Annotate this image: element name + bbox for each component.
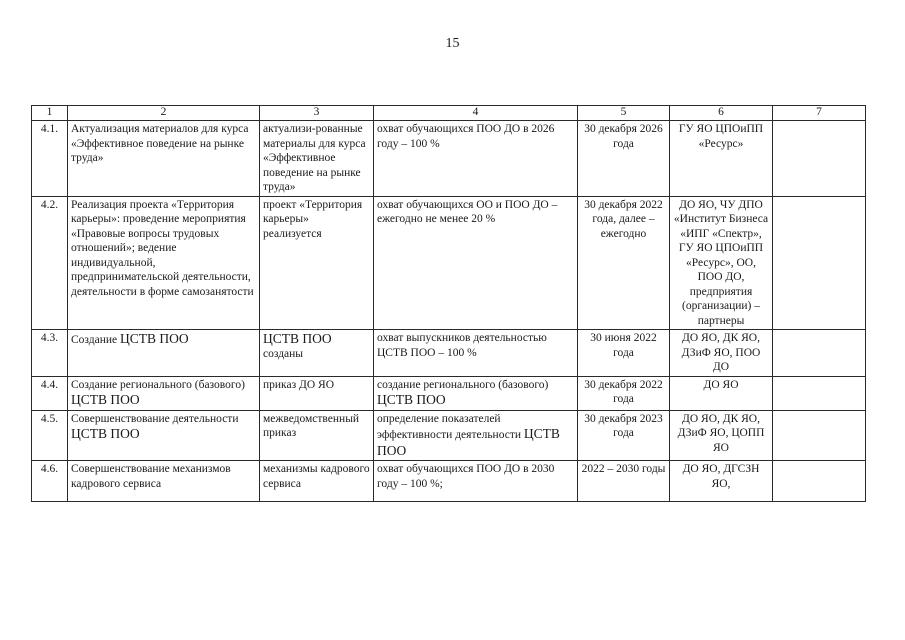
result-cell: проект «Территория карьеры» реализуется [260,196,374,330]
event-cell [68,410,260,461]
indicator-cell: охват обучающихся ОО и ПОО ДО – ежегодно не менее 20 % [374,196,578,330]
indicator-cell [374,410,578,461]
header-col-6: 6 [670,106,773,121]
deadline-cell: 2022 – 2030 годы [578,461,670,502]
result-cell [260,330,374,377]
result-cell: механизмы кадрового сервиса [260,461,374,502]
event-cell [68,376,260,410]
row-number: 4.4. [32,376,68,410]
indicator-cell: охват обучающихся ПОО ДО в 2030 году – 100 %; [374,461,578,502]
event-text: Совершенствование деятельности [71,412,239,425]
indicator-cell: охват обучающихся ПОО ДО в 2026 году – 100 % [374,121,578,197]
result-cell: межведомственный приказ [260,410,374,461]
event-abbreviation: ЦСТВ ПОО [71,426,140,441]
header-col-1: 1 [32,106,68,121]
note-cell [773,196,866,330]
table-row [32,121,866,197]
table-row [32,410,866,461]
header-col-4: 4 [374,106,578,121]
result-cell: приказ ДО ЯО [260,376,374,410]
row-number: 4.6. [32,461,68,502]
note-cell [773,410,866,461]
indicator-abbreviation: ЦСТВ ПОО [377,426,560,458]
row-number: 4.3. [32,330,68,377]
event-cell [68,330,260,377]
table-row [32,196,866,330]
deadline-cell: 30 июня 2022 года [578,330,670,377]
event-abbreviation: ЦСТВ ПОО [120,331,189,346]
indicator-abbreviation: ЦСТВ ПОО [377,392,446,407]
deadline-cell: 30 декабря 2023 года [578,410,670,461]
table-row [32,330,866,377]
executor-cell: ДО ЯО, ДГСЗН ЯО, [670,461,773,502]
deadline-cell: 30 декабря 2022 года, далее – ежегодно [578,196,670,330]
deadline-cell: 30 декабря 2026 года [578,121,670,197]
executor-cell: ДО ЯО [670,376,773,410]
event-text: Создание регионального (базового) [71,378,245,391]
executor-cell: ДО ЯО, ЧУ ДПО «Институт Бизнеса «ИПГ «Спектр», ГУ ЯО ЦПОиПП «Ресурс», ОО, ПОО ДО, предприятия (организации) – партнеры [670,196,773,330]
plan-table [31,105,866,502]
indicator-cell: охват выпускников деятельностью ЦСТВ ПОО – 100 % [374,330,578,377]
result-text: созданы [263,348,304,360]
page-number: 15 [445,36,460,51]
table-row [32,461,866,502]
indicator-text: определение показателей эффективности деятельности [377,412,524,441]
note-cell [773,376,866,410]
row-number: 4.5. [32,410,68,461]
header-col-7: 7 [773,106,866,121]
event-abbreviation: ЦСТВ ПОО [71,392,140,407]
deadline-cell: 30 декабря 2022 года [578,376,670,410]
note-cell [773,461,866,502]
header-col-2: 2 [68,106,260,121]
indicator-text: создание регионального (базового) [377,378,549,391]
event-cell: Реализация проекта «Территория карьеры»: проведение мероприятия «Правовые вопросы трудовых отношений»; ведение индивидуальной, предпринимательской деятельности, деятельности в форме самозанятости [68,196,260,330]
result-cell: актуализи-рованные материалы для курса «Эффективное поведение на рынке труда» [260,121,374,197]
table-row [32,376,866,410]
header-col-5: 5 [578,106,670,121]
indicator-cell [374,376,578,410]
row-number: 4.2. [32,196,68,330]
row-number: 4.1. [32,121,68,197]
event-cell: Совершенствование механизмов кадрового сервиса [68,461,260,502]
header-row [32,106,866,121]
note-cell [773,330,866,377]
header-col-3: 3 [260,106,374,121]
note-cell [773,121,866,197]
event-cell: Актуализация материалов для курса «Эффективное поведение на рынке труда» [68,121,260,197]
executor-cell: ДО ЯО, ДК ЯО, ДЗиФ ЯО, ЦОПП ЯО [670,410,773,461]
result-abbreviation: ЦСТВ ПОО [263,331,332,346]
event-text: Создание [71,334,120,346]
executor-cell: ГУ ЯО ЦПОиПП «Ресурс» [670,121,773,197]
executor-cell: ДО ЯО, ДК ЯО, ДЗиФ ЯО, ПОО ДО [670,330,773,377]
